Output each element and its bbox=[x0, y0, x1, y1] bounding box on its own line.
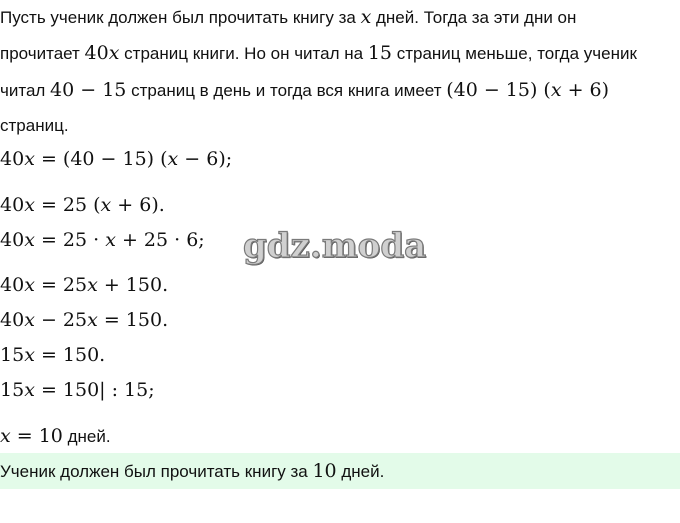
equation-line bbox=[0, 378, 155, 402]
math-variable: x bbox=[24, 148, 35, 170]
math-number: 15 bbox=[0, 344, 25, 366]
paragraph-text: дней. Тогда за эти дни он bbox=[371, 8, 577, 27]
math-expression: + 25 · 6; bbox=[115, 229, 205, 251]
math-expression: = 25 bbox=[34, 274, 88, 296]
math-number: 40 bbox=[0, 309, 25, 331]
math-variable: x bbox=[24, 344, 35, 366]
math-expression: + 150. bbox=[97, 274, 169, 296]
result-unit: дней. bbox=[62, 427, 111, 446]
paragraph-line-1 bbox=[0, 7, 576, 28]
paragraph-text: страниц в день и тогда вся книга имеет bbox=[126, 81, 447, 100]
math-number: 40 bbox=[0, 194, 25, 216]
answer-text-part: дней. bbox=[336, 462, 385, 481]
answer-text bbox=[0, 461, 384, 482]
paragraph-text: читал bbox=[0, 81, 51, 100]
math-variable: x bbox=[108, 42, 120, 64]
paragraph-line-3 bbox=[0, 80, 609, 101]
equation-line bbox=[0, 343, 105, 367]
paragraph-text: прочитает bbox=[0, 44, 85, 63]
math-number: 40 bbox=[0, 274, 25, 296]
paragraph-text: страниц меньше, тогда ученик bbox=[392, 44, 637, 63]
paragraph-text: страниц книги. Но он читал на bbox=[119, 44, 368, 63]
watermark-logo: gdz.moda bbox=[243, 226, 427, 266]
math-expression: = 25 ( bbox=[34, 194, 101, 216]
result-line bbox=[0, 424, 111, 449]
equation-line bbox=[0, 308, 168, 332]
math-number: 40 bbox=[0, 148, 25, 170]
math-variable: x bbox=[167, 148, 179, 170]
math-variable: x bbox=[87, 309, 98, 331]
equation-line bbox=[0, 193, 165, 217]
answer-box bbox=[0, 453, 680, 489]
math-expression: = (40 − 15) ( bbox=[34, 148, 168, 170]
math-expression: = 10 bbox=[10, 425, 63, 447]
math-variable: x bbox=[24, 274, 35, 296]
math-expression: = 150. bbox=[97, 309, 169, 331]
math-expression: + 6) bbox=[561, 79, 610, 101]
paragraph-line-2 bbox=[0, 43, 637, 64]
math-expression: (40 − 15) ( bbox=[446, 79, 551, 101]
math-variable: x bbox=[24, 194, 35, 216]
math-variable: x bbox=[24, 379, 35, 401]
math-number: 15 bbox=[0, 379, 25, 401]
math-variable: x bbox=[550, 79, 562, 101]
equation-line bbox=[0, 147, 232, 171]
math-variable: x bbox=[24, 309, 35, 331]
math-variable: x bbox=[360, 6, 372, 28]
equation-line bbox=[0, 273, 168, 297]
math-expression: = 150. bbox=[34, 344, 106, 366]
math-variable: x bbox=[0, 425, 11, 447]
math-number: 10 bbox=[312, 460, 337, 482]
math-expression: = 150| : 15; bbox=[34, 379, 155, 401]
paragraph-text: Пусть ученик должен был прочитать книгу за bbox=[0, 8, 361, 27]
math-variable: x bbox=[24, 229, 35, 251]
math-expression: − 6); bbox=[178, 148, 233, 170]
paragraph-line-4 bbox=[0, 116, 69, 136]
math-number: 40 bbox=[0, 229, 25, 251]
math-expression: 40 − 15 bbox=[50, 79, 127, 101]
answer-text-part: Ученик должен был прочитать книгу за bbox=[0, 462, 313, 481]
equation-line bbox=[0, 228, 205, 252]
math-variable: x bbox=[105, 229, 116, 251]
math-expression: + 6). bbox=[111, 194, 165, 216]
math-variable: x bbox=[100, 194, 112, 216]
paragraph-text: страниц. bbox=[0, 116, 69, 135]
math-number: 40 bbox=[84, 42, 109, 64]
math-expression: = 25 · bbox=[34, 229, 106, 251]
math-variable: x bbox=[87, 274, 98, 296]
math-number: 15 bbox=[367, 42, 392, 64]
math-expression: − 25 bbox=[34, 309, 88, 331]
